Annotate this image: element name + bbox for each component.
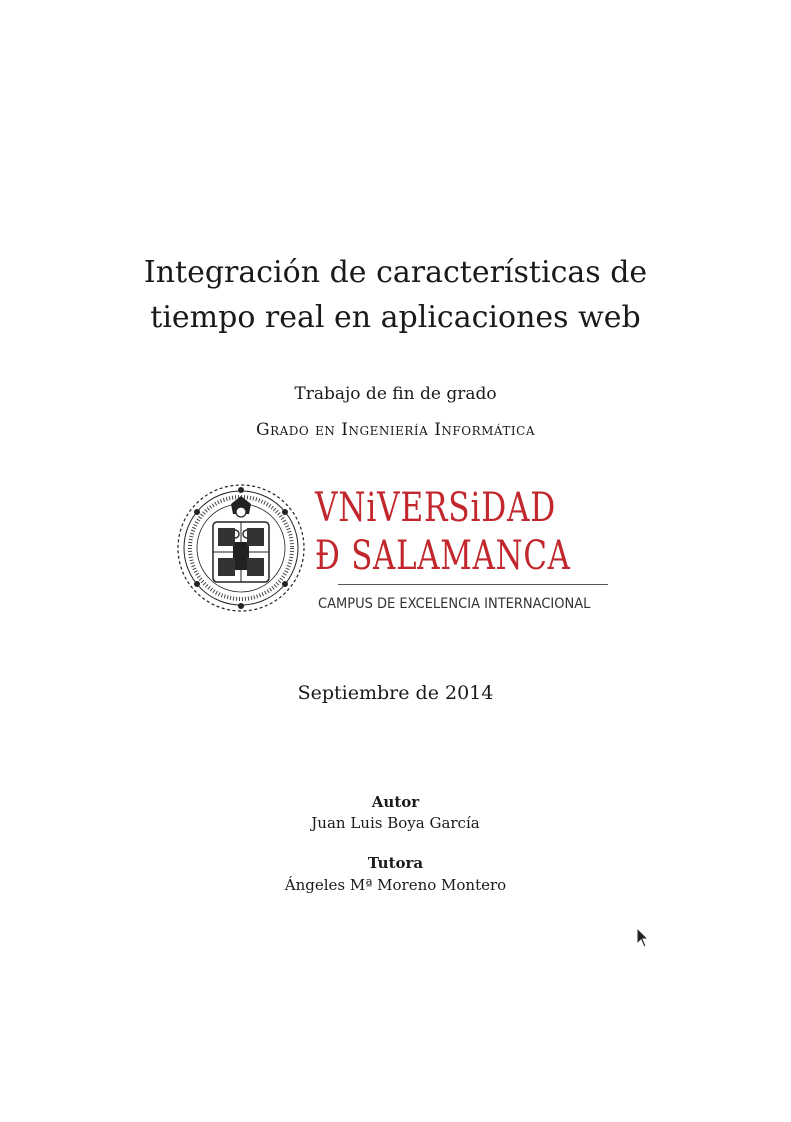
university-seal-icon bbox=[175, 482, 307, 614]
mouse-pointer-icon bbox=[636, 927, 650, 949]
degree-name: Grado en Ingeniería Informática bbox=[255, 420, 536, 440]
document-title bbox=[0, 250, 791, 340]
tutor-label: Tutora bbox=[367, 854, 424, 872]
logo-divider bbox=[338, 584, 608, 585]
university-name-line-2: Ð SALAMANCA bbox=[315, 533, 571, 579]
campus-tagline: CAMPUS DE EXCELENCIA INTERNACIONAL bbox=[318, 596, 591, 612]
tutor-name: Ángeles Mª Moreno Montero bbox=[284, 876, 507, 894]
author-name: Juan Luis Boya García bbox=[311, 814, 480, 832]
author-label: Autor bbox=[371, 793, 420, 811]
university-logo bbox=[175, 480, 620, 620]
university-name-line-1: VNiVERSiDAD bbox=[315, 485, 557, 531]
document-date: Septiembre de 2014 bbox=[297, 682, 494, 704]
document-subtitle: Trabajo de fin de grado bbox=[294, 384, 497, 404]
title-line-2: tiempo real en aplicaciones web bbox=[150, 300, 641, 335]
university-wordmark bbox=[315, 484, 620, 580]
title-line-1: Integración de características de bbox=[143, 255, 648, 290]
